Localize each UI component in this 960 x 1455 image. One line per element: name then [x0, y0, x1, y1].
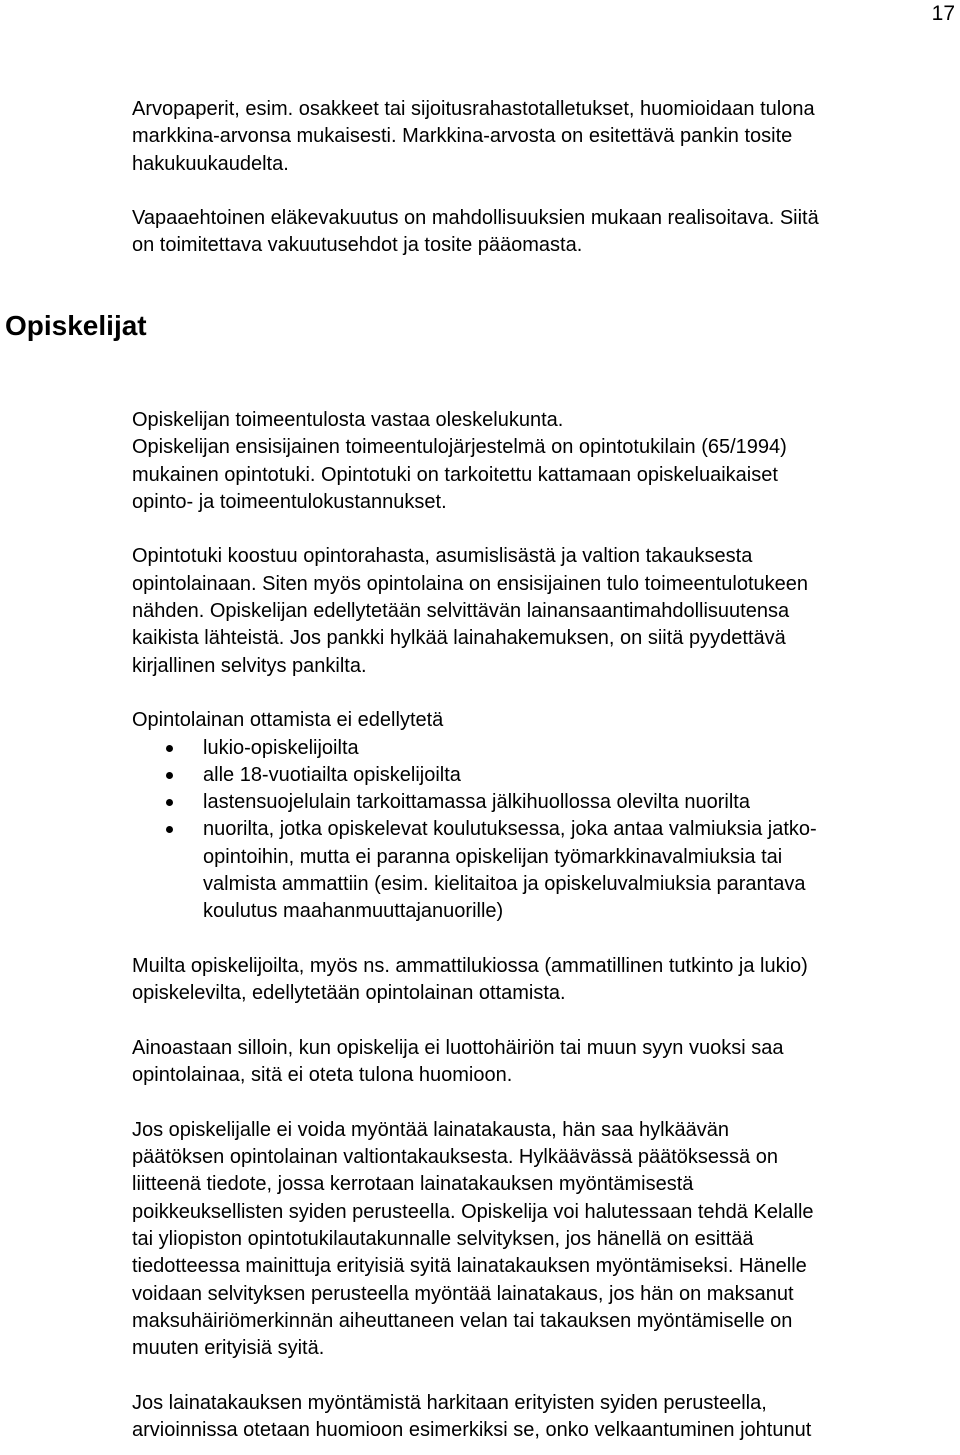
text-line: opintolainaan. Siten myös opintolaina on ensisijainen tulo toimeentulotukeen: [132, 572, 809, 595]
text-line: opintoihin, mutta ei paranna opiskelijan työmarkkinavalmiuksia tai: [203, 845, 783, 868]
text-line: valmista ammattiin (esim. kielitaitoa ja opiskeluvalmiuksia parantava: [203, 873, 806, 896]
text-line: arvioinnissa otetaan huomioon esimerkiksi se, onko velkaantuminen johtunut: [132, 1418, 812, 1441]
text-line: alle 18-vuotiailta opiskelijoilta: [203, 763, 461, 786]
page-number: 17: [931, 2, 955, 25]
text-line: kaikista lähteistä. Jos pankki hylkää lainahakemuksen, on siitä pyydettävä: [132, 627, 786, 650]
text-line: nähden. Opiskelijan edellytetään selvittävän lainansaantimahdollisuutensa: [132, 600, 790, 623]
paragraph-special-reasons: [132, 1390, 947, 1445]
text-line: Opiskelijan ensisijainen toimeentulojärjestelmä on opintotukilain (65/1994): [132, 436, 787, 459]
bullet-icon: [166, 745, 173, 752]
text-line: Ainoastaan silloin, kun opiskelija ei luottohäiriön tai muun syyn vuoksi saa: [132, 1036, 784, 1059]
text-line: liitteenä tiedote, jossa kerrotaan lainatakauksen myöntämisestä: [132, 1173, 694, 1196]
text-line: muuten erityisiä syitä.: [132, 1337, 325, 1360]
text-line: nuorilta, jotka opiskelevat koulutuksessa, joka antaa valmiuksia jatko-: [203, 818, 817, 841]
text-line: Opintotuki koostuu opintorahasta, asumislisästä ja valtion takauksesta: [132, 545, 753, 568]
text-line: lastensuojelulain tarkoittamassa jälkihuollossa olevilta nuorilta: [203, 791, 750, 814]
paragraph-student-livelihood: [132, 407, 947, 516]
text-line: opinto- ja toimeentulokustannukset.: [132, 490, 447, 513]
paragraph-securities: [132, 96, 942, 178]
paragraph-other-students: [132, 953, 947, 1008]
text-line: kirjallinen selvitys pankilta.: [132, 654, 367, 677]
section-heading: Opiskelijat: [5, 310, 147, 341]
bullet-icon: [166, 772, 173, 779]
text-line: Muilta opiskelijoilta, myös ns. ammattilukiossa (ammatillinen tutkinto ja lukio): [132, 954, 808, 977]
text-line: hakukuukaudelta.: [132, 152, 289, 175]
paragraph-pension-insurance: [132, 205, 942, 260]
text-line: voidaan selvityksen perusteella myöntää lainatakaus, jos hän on maksanut: [132, 1282, 794, 1305]
text-line: opintolainaa, sitä ei oteta tulona huomioon.: [132, 1064, 513, 1087]
students-section: [132, 407, 947, 1444]
list-item: [132, 789, 947, 816]
text-line: päätöksen opintolainan valtiontakauksesta. Hylkäävässä päätöksessä on: [132, 1146, 778, 1169]
paragraph-loan-guarantee: [132, 1117, 947, 1363]
text-line: opiskelevilta, edellytetään opintolainan ottamista.: [132, 982, 566, 1005]
text-line: mukainen opintotuki. Opintotuki on tarkoitettu kattamaan opiskeluaikaiset: [132, 463, 778, 486]
text-line: maksuhäiriömerkinnän aiheuttaneen velan tai takauksen myöntämiselle on: [132, 1309, 793, 1332]
paragraph-study-grant: [132, 543, 947, 679]
bullet-icon: [166, 826, 173, 833]
list-item: [132, 735, 947, 762]
bullet-icon: [166, 799, 173, 806]
list-item: [132, 762, 947, 789]
text-line: Vapaaehtoinen eläkevakuutus on mahdollisuuksien mukaan realisoitava. Siitä: [132, 207, 819, 230]
text-line: tiedotteessa mainittuja erityisiä syitä lainatakauksen myöntämiseksi. Hänelle: [132, 1255, 807, 1278]
text-line: lukio-opiskelijoilta: [203, 736, 359, 759]
text-line: markkina-arvonsa mukaisesti. Markkina-arvosta on esitettävä pankin tosite: [132, 125, 793, 148]
paragraph-credit-default: [132, 1035, 947, 1090]
text-line: poikkeuksellisten syiden perusteella. Opiskelija voi halutessaan tehdä Kelalle: [132, 1200, 814, 1223]
list-intro: Opintolainan ottamista ei edellytetä: [132, 709, 444, 732]
top-text-block: [132, 96, 942, 260]
list-item: [132, 816, 947, 925]
text-line: Jos opiskelijalle ei voida myöntää lainatakausta, hän saa hylkäävän: [132, 1118, 730, 1141]
text-line: on toimitettava vakuutusehdot ja tosite pääomasta.: [132, 234, 583, 257]
text-line: Jos lainatakauksen myöntämistä harkitaan erityisten syiden perusteella,: [132, 1391, 767, 1414]
text-line: Arvopaperit, esim. osakkeet tai sijoitusrahastotalletukset, huomioidaan tulona: [132, 98, 815, 120]
text-line: tai yliopiston opintotukilautakunnalle selvityksen, jos hänellä on esittää: [132, 1227, 754, 1250]
exemption-list: [132, 735, 947, 926]
text-line: koulutus maahanmuuttajanuorille): [203, 900, 504, 923]
text-line: Opiskelijan toimeentulosta vastaa oleskelukunta.: [132, 409, 564, 431]
